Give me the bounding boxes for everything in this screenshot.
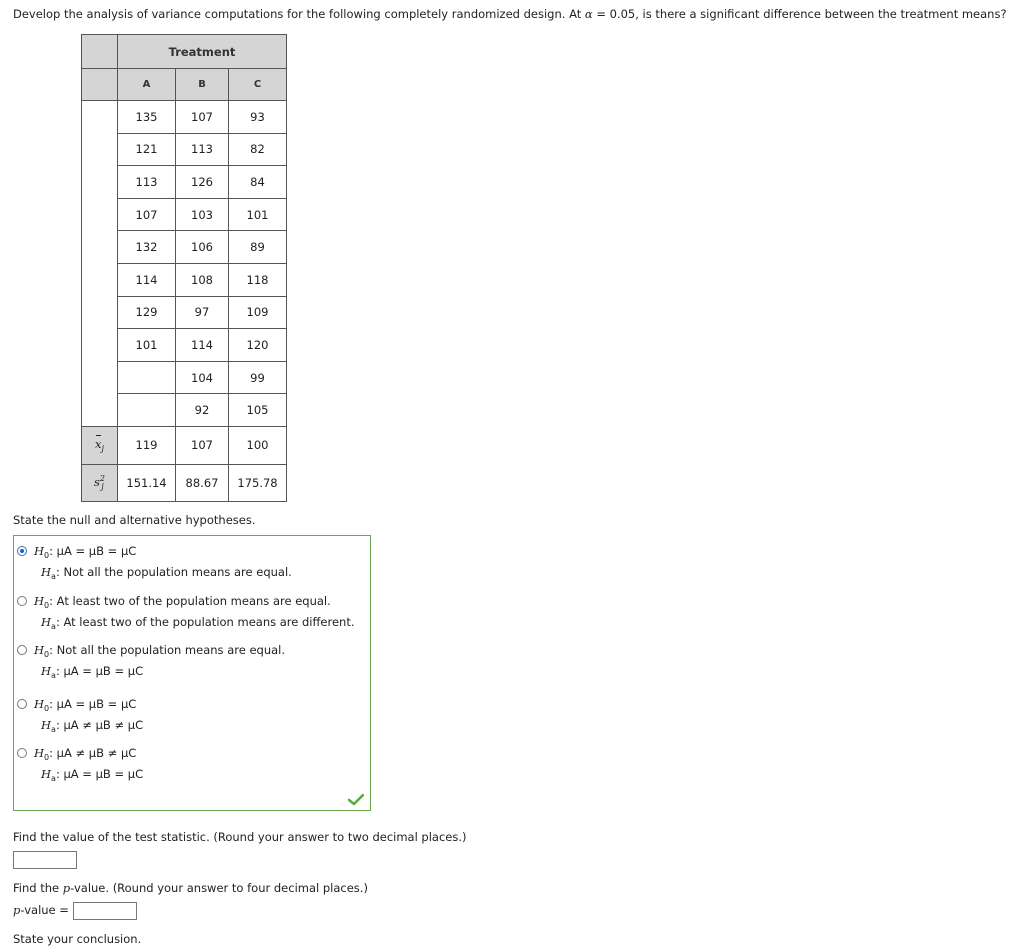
table-cell: 113 [118,166,176,199]
hypotheses-answer-box: $H_0$: μA = μB = μC $H_a$: Not all the population means are equal. $H_0$: At least two of the population means are equal. $H_a$: At least two of the population means are different. $H_0$: Not all the population means are equal. $H_a$: μA = μB = μC $H_0$: μA = μB = μC $H_a$: μA ≠ μB ≠ μC $H_0$: μA ≠ μB ≠ μC $H_a$: μA = μB = μC [13,535,371,811]
treatment-data-table [81,34,287,502]
table-cell: 114 [118,263,176,296]
table-cell: 135 [118,101,176,134]
hypotheses-question: State the null and alternative hypotheses. [13,513,256,527]
table-cell: 129 [118,296,176,329]
table-row [82,101,287,134]
mean-cell: 100 [229,426,287,464]
test-statistic-question: Find the value of the test statistic. (Round your answer to two decimal places.) [13,830,467,844]
sample-variance-row [82,464,287,501]
radio-button-selected[interactable] [17,546,27,556]
problem-prompt: Develop the analysis of variance computations for the following completely randomized design. At α = 0.05, is there a significant difference between the treatment means? [13,7,1007,21]
table-cell: 121 [118,133,176,166]
side-blank [82,101,118,427]
table-cell: 109 [229,296,287,329]
table-corner [82,35,118,69]
table-cell: 101 [118,329,176,362]
table-cell: 97 [176,296,229,329]
p-value-label: p-value = [13,903,69,917]
p-value-question: Find the p-value. (Round your answer to four decimal places.) [13,881,368,895]
table-cell: 107 [118,198,176,231]
table-cell: 82 [229,133,287,166]
p-value-input[interactable] [73,902,137,920]
variance-cell: 88.67 [176,464,229,501]
table-cell: 126 [176,166,229,199]
table-cell: 114 [176,329,229,362]
variance-cell: 151.14 [118,464,176,501]
radio-button[interactable] [17,596,27,606]
variance-cell: 175.78 [229,464,287,501]
table-cell: 105 [229,394,287,427]
table-cell: 84 [229,166,287,199]
table-corner [82,69,118,101]
table-cell: 108 [176,263,229,296]
mean-cell: 107 [176,426,229,464]
sample-mean-label: $x_j$ [82,426,118,464]
table-cell: 101 [229,198,287,231]
column-header-c: C [229,69,287,101]
column-header-a: A [118,69,176,101]
table-cell [118,394,176,427]
sample-variance-label: s 2 j [82,464,118,501]
table-cell: 120 [229,329,287,362]
radio-button[interactable] [17,645,27,655]
sample-mean-row [82,426,287,464]
treatment-header: Treatment [118,35,287,69]
table-cell: 103 [176,198,229,231]
table-cell: 104 [176,361,229,394]
table-cell: 99 [229,361,287,394]
radio-button[interactable] [17,748,27,758]
table-cell: 106 [176,231,229,264]
table-cell: 118 [229,263,287,296]
table-cell: 92 [176,394,229,427]
column-header-b: B [176,69,229,101]
radio-button[interactable] [17,699,27,709]
table-cell: 107 [176,101,229,134]
table-cell [118,361,176,394]
mean-cell: 119 [118,426,176,464]
table-cell: 93 [229,101,287,134]
table-cell: 132 [118,231,176,264]
table-cell: 113 [176,133,229,166]
test-statistic-input[interactable] [13,851,77,869]
table-cell: 89 [229,231,287,264]
conclusion-question: State your conclusion. [13,932,142,946]
correct-check-icon [348,794,364,806]
